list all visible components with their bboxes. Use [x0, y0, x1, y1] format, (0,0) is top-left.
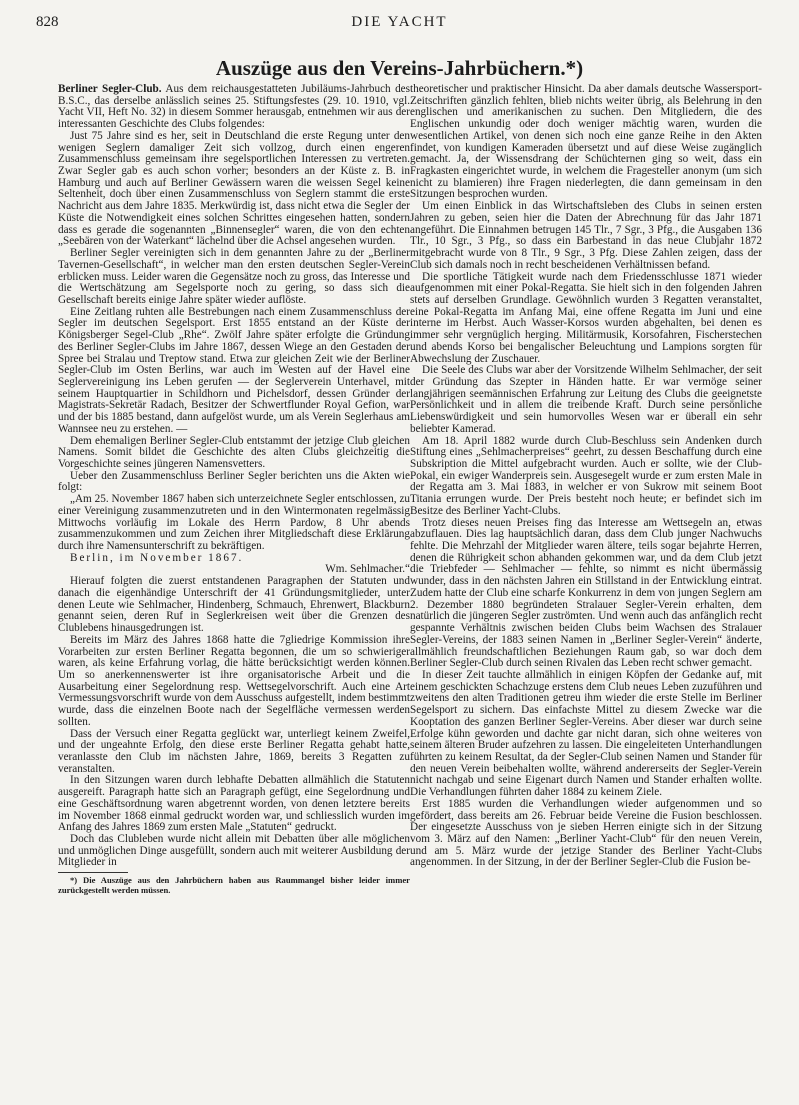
paragraph-text: Die sportliche Tätigkeit wurde nach dem Friedensschlusse 1871 wieder aufgenommen mit einer Pokal-Regatta. Sie hielt sich in den folgenden Jahren stets auf derselben Grundlage. Gewöhnlich wurden 3 Regatten veranstaltet, eine Pokal-Regatta im Anfang Mai, eine offene Regatta im Juni und eine interne im Herbst. Auch Wasser-Korsos wurden abgehalten, bei denen es immer sehr vergnüglich herging. Militärmusik, Korsofahren, Fischerstechen und abends Korso bei bengalischer Beleuchtung und Lampions sorgten für Abwechslung der Zuschauer. — [410, 270, 762, 365]
footnote: *) Die Auszüge aus den Jahrbüchern haben aus Raummangel bisher leider immer zurückgestellt werden müssen. — [58, 875, 410, 896]
paragraph — [58, 307, 410, 436]
paragraph — [58, 471, 410, 494]
paragraph — [58, 576, 410, 635]
paragraph — [58, 635, 410, 729]
paragraph — [410, 799, 762, 869]
paragraph — [58, 729, 410, 776]
paragraph — [58, 436, 410, 471]
paragraph — [58, 494, 410, 553]
paragraph-text: theoretischer und praktischer Hinsicht. Da aber damals deutsche Wassersport-Zeitschriften gänzlich fehlten, blieb nichts weiter übrig, als Belehrung in den englischen und amerikanischen zu suchen. Den Mitgliedern, die des Englischen unkundig oder doch weniger mächtig waren, wurden die wesentlichen Artikel, von denen sich noch eine ganze Reihe in den Akten findet, von kundigen Kameraden übersetzt und auf diese Weise zugänglich gemacht. Ja, der Wissensdrang der Schüchternen ging so weit, dass ein Fragkasten eingerichtet wurde, in welchem die Fragesteller anonym (um sich nicht zu blamieren) ihre Fragen niederlegten, die dann gemeinsam in den Sitzungen besprochen wurden. — [410, 83, 762, 201]
paragraph-text: „Am 25. November 1867 haben sich unterzeichnete Segler entschlossen, zu einer Vereinigung zusammenzutreten und in den Wintermonaten regelmässig Mittwochs vorläufig im Lokale des Herrn Pardow, 8 Uhr abends zusammenzukommen und zum Zeichen ihrer Mitgliedschaft diese Erklärung durch ihre Namensunterschrift zu bekräftigen. — [58, 493, 410, 553]
paragraph-text: Bereits im März des Jahres 1868 hatte die 7gliedrige Kommission ihre Vorarbeiten zur ersten Berliner Regatta begonnen, die um so schwieriger waren, als keine Erfahrung vorlag, die hätte berücksichtigt werden können. Um so anerkennenswerter ist ihre organisatorische Arbeit und die Ausarbeitung einer Segelordnung resp. Wettsegelvorschrift. Auch eine Art Vermessungsvorschrift wurde von dem Ausschuss aufgestellt, indem bestimmt wurde, dass die einzelnen Boote nach der Segelfläche vermessen werden sollten. — [58, 633, 410, 728]
paragraph-text: Berlin, im November 1867. — [70, 551, 244, 564]
article-title: Auszüge aus den Vereins-Jahrbüchern.*) — [215, 56, 584, 80]
paragraph-text: Doch das Clubleben wurde nicht allein mit Debatten über alle möglichen und unmöglichen Dinge ausgefüllt, sondern auch mit weiterer Ausbildung der Mitglieder in — [58, 833, 410, 869]
paragraph — [410, 84, 762, 201]
paragraph — [58, 248, 410, 307]
paragraph-text: In dieser Zeit tauchte allmählich in einigen Köpfen der Gedanke auf, mit einem geschickten Schachzuge erstens dem Club neues Leben zuzuführen und zweitens den alten Traditionen getreu ihm wieder die erste Stelle im Berliner Segelsport zu sichern. Das einfachste Mittel zu diesem Zwecke war die Kooptation des ganzen Berliner Segler-Vereins. Aber dieser war durch seine Erfolge kühn geworden und dachte gar nicht daran, sich ohne weiteres von seinem älteren Bruder aufzehren zu lassen. Die eingeleiteten Unterhandlungen führten zu keinem Resultat, da der Segler-Club seinen Namen und Stander für den neuen Verein beibehalten wollte, während andererseits der Segler-Verein nicht nachgab und seine Eigenart durch Namen und Stander erhalten wollte. Die Verhandlungen führten daher 1884 zu keinem Ziele. — [410, 668, 762, 799]
paragraph-text: Eine Zeitlang ruhten alle Bestrebungen nach einem Zusammenschluss der Segler im deutschen Segelsport. Erst 1855 entstand an der Küste der Königsberger Segel-Club „Rhe“. Zwölf Jahre später erfolgte die Gründung des Berliner Segler-Clubs im Jahre 1867, dessen Wiege an den Gestaden der Spree bei Stralau und Treptow stand. Etwa zur gleichen Zeit wie der Berliner Segler-Club im Osten Berlins, war auch im Westen auf der Havel eine Seglervereinigung ins Leben gerufen — der Seglerverein Unterhavel, mit seinem Hauptquartier in Schildhorn und Pichelsdorf, dessen Gründer der Magistrats-Sekretär Radach, Besitzer der Schwertflunder Royal Gefion, war und der bis 1885 bestand, dann aufgelöst wurde, um als Verein Seglerhaus am Wannsee neu zu erstehen. — — [58, 305, 410, 435]
paragraph — [58, 131, 410, 248]
paragraph-text: Die Seele des Clubs war aber der Vorsitzende Wilhelm Sehlmacher, der seit der Gründung das Szepter in Händen hatte. Er war vermöge seiner langjährigen seemännischen Erfahrung zur Leitung des Clubs die geeignetste Persönlichkeit und in allem die treibende Kraft. Durch seine persönliche Liebenswürdigkeit und sein humorvolles Wesen war er überall ein sehr beliebter Kamerad. — [410, 364, 762, 435]
paragraph-text: In den Sitzungen waren durch lebhafte Debatten allmählich die Statuten ausgereift. Paragraph hatte sich an Paragraph gefügt, eine Segelordnung und eine Geschäftsordnung waren abgetrennt worden, von denen letztere bereits im November 1868 einmal gedruckt worden war, und schliesslich wurden im Anfang des Jahres 1869 zum ersten Male „Statuten“ gedruckt. — [58, 774, 410, 834]
paragraph — [410, 201, 762, 271]
paragraph-text: Dass der Versuch einer Regatta geglückt war, unterliegt keinem Zweifel, und der ungeahnte Erfolg, den diese erste Berliner Regatta gehabt hatte, veranlasste den Club im nächsten Jahre, 1869, bereits 3 Regatten zu veranstalten. — [58, 727, 410, 775]
page-number: 828 — [36, 14, 59, 30]
paragraph — [58, 834, 410, 869]
paragraph — [58, 84, 410, 131]
paragraph — [410, 518, 762, 670]
right-column — [410, 84, 762, 869]
running-header — [36, 14, 763, 36]
paragraph — [410, 272, 762, 366]
footnote-rule — [58, 872, 128, 873]
paragraph-text: Wm. Sehlmacher.“ — [325, 563, 410, 576]
paragraph-text: Trotz dieses neuen Preises fing das Interesse am Wettsegeln an, etwas abzuflauen. Dies lag hauptsächlich daran, dass dem Club junger Nachwuchs fehlte. Die Mehrzahl der Mitglieder waren ältere, teils sogar bejahrte Herren, denen die Rührigkeit schon abhanden gekommen war, und da dem Club jetzt die Triebfeder — Sehlmacher — fehlte, so nimmt es nicht übermässig wunder, dass in den nächsten Jahren ein Stillstand in der Entwicklung eintrat. Zudem hatte der Club eine scharfe Konkurrenz in dem von jungen Seglern am 2. Dezember 1880 begründeten Stralauer Segler-Verein erhalten, dem natürlich die jüngeren Segler zuströmten. Und wenn auch das anfänglich recht gespannte Verhältnis zwischen beiden Clubs beim Wachsen des Stralauer Segler-Vereins, der 1883 seinen Namen in „Berliner Segler-Verein“ änderte, allmählich freundschaftlichen Beziehungen Raum gab, so war doch dem Berliner Segler-Club durch seinen Rivalen das Leben recht schwer gemacht. — [410, 516, 762, 670]
paragraph-text: Aus dem reichausgestatteten Jubiläums-Jahrbuch des B.S.C., das derselbe anlässlich seines 25. Stiftungsfestes (29. 10. 1910, vgl. Yacht VII, Heft No. 32) in diesem Sommer herausgab, entnehmen wir aus der interessanten Geschichte des Clubs folgendes: — [58, 83, 410, 131]
paragraph-text: Ueber den Zusammenschluss Berliner Segler berichten uns die Akten wie folgt: — [58, 469, 410, 494]
paragraph — [410, 365, 762, 435]
paragraph-text: Um einen Einblick in das Wirtschaftsleben des Clubs in seinen ersten Jahren zu geben, seien hier die Daten der Abrechnung für das Jahr 1871 angeführt. Die Einnahmen betrugen 145 Tlr., 7 Sgr., 3 Pfg., die Ausgaben 136 Tlr., 10 Sgr., 3 Pfg., so dass ein Barbestand in das neue Clubjahr 1872 mitgebracht wurde von 8 Tlr., 9 Sgr., 3 Pfg. Diese Zahlen zeigen, dass der Club sich damals noch in recht bescheidenen Verhältnissen befand. — [410, 200, 762, 271]
left-column — [58, 84, 410, 895]
paragraph — [58, 775, 410, 834]
running-head: DIE YACHT — [351, 14, 448, 30]
paragraph-text: Erst 1885 wurden die Verhandlungen wieder aufgenommen und so gefördert, dass bereits am 26. Februar beide Vereine die Fusion beschlossen. Der eingesetzte Ausschuss von je sieben Herren einigte sich in der Sitzung vom 3. März auf den Namen: „Berliner Yacht-Club“ für den neuen Verein, und am 5. März wurde der jetzige Stander des Berliner Yacht-Clubs angenommen. In der Sitzung, in der der Berliner Segler-Club die Fusion be- — [410, 797, 762, 869]
paragraph — [410, 670, 762, 799]
paragraph-text: Dem ehemaligen Berliner Segler-Club entstammt der jetzige Club gleichen Namens. Somit bildet die Geschichte des alten Clubs gleichzeitig die Vorgeschichte seines jüngeren Namensvetters. — [58, 434, 410, 470]
paragraph-text: Just 75 Jahre sind es her, seit in Deutschland die erste Regung unter den wenigen Seglern damaliger Zeit sich vollzog, durch einen engeren Zusammenschluss gemeinsam ihre segelsportlichen Interessen zu vertreten. Zwar Segler gab es auch schon vorher; besonders an der Küste z. B. in Hamburg und auch auf Berliner Gewässern waren die weissen Segel keine Seltenheit, doch über einen Zusammenschluss von Seglern stammt die erste Nachricht aus dem Jahre 1835. Merkwürdig ist, dass nicht etwa die Segler der Küste die Notwendigkeit eines solchen Schrittes eingesehen hatten, sondern dass es gerade die sogenannten „Binnensegler“ waren, die von den echten „Seebären von der Waterkant“ lächelnd über die Achsel angesehen wurden. — [58, 129, 410, 248]
paragraph-text: Am 18. April 1882 wurde durch Club-Beschluss sein Andenken durch Stiftung eines „Sehlmacherpreises“ geehrt, zu dessen Beschaffung durch eine Subskription die Mittel aufgebracht wurden. Auch er sollte, wie der Club-Pokal, ein ewiger Wanderpreis sein. Ausgesegelt wurde er zum ersten Male in der Regatta am 3. Mai 1883, in welcher er von Sukrow mit seinem Boot Titania errungen wurde. Der Preis besteht noch heute; er befindet sich im Besitze des Berliner Yacht-Clubs. — [410, 434, 762, 517]
paragraph-text: Hierauf folgten die zuerst entstandenen Paragraphen der Statuten und danach die eigenhändige Unterschrift der 41 Gründungsmitglieder, unter denen Leute wie Sehlmacher, Hindenberg, Schmauch, Ehrenwert, Blackburn genannt seien, deren Ruf in Seglerkreisen weit über die Grenzen des Clublebens hinausgedrungen ist. — [58, 575, 410, 635]
paragraph — [410, 436, 762, 518]
club-name-lead: Berliner Segler-Club. — [58, 83, 162, 95]
paragraph-text: Berliner Segler vereinigten sich in dem genannten Jahre zu der „Berliner Tavernen-Gesellschaft“, in welcher man den ersten deutschen Segler-Verein erblicken muss. Leider waren die Gegensätze noch zu gross, das Interesse und die Wertschätzung am Segelsporte noch zu gering, so dass sich die Gesellschaft bereits einige Jahre später wieder auflöste. — [58, 247, 410, 306]
